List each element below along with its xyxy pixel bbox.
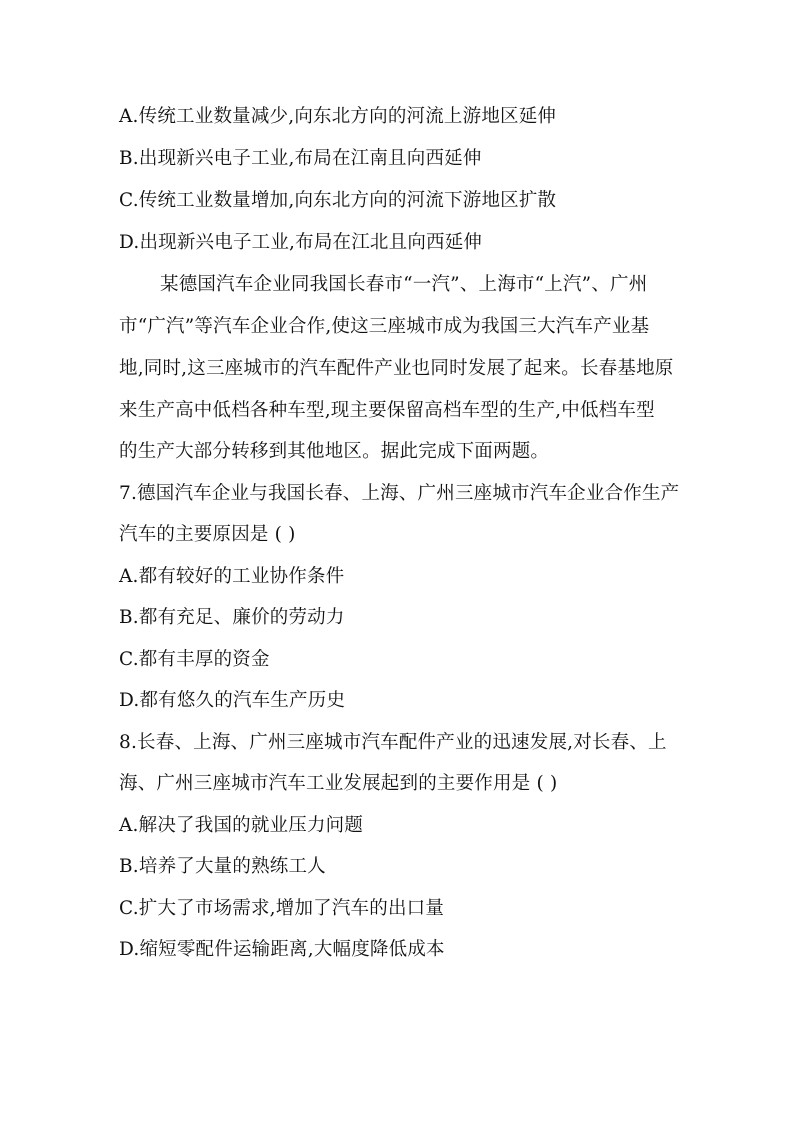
q6-option-b: B.出现新兴电子工业,布局在江南且向西延伸	[119, 148, 482, 169]
q6-option-a: A.传统工业数量减少,向东北方向的河流上游地区延伸	[119, 106, 557, 127]
passage-line-2: 市“广汽”等汽车企业合作,使这三座城市成为我国三大汽车产业基	[119, 316, 650, 337]
q7-option-c: C.都有丰厚的资金	[119, 649, 270, 670]
q7-option-d: D.都有悠久的汽车生产历史	[119, 690, 346, 711]
passage-line-1: 某德国汽车企业同我国长春市“一汽”、上海市“上汽”、广州	[160, 274, 648, 295]
q6-option-c: C.传统工业数量增加,向东北方向的河流下游地区扩散	[119, 190, 557, 211]
q7-stem-line-2: 汽车的主要原因是 ( )	[119, 524, 296, 545]
passage-line-5: 的生产大部分转移到其他地区。据此完成下面两题。	[119, 441, 550, 462]
q8-option-b: B.培养了大量的熟练工人	[119, 856, 326, 877]
q8-option-a: A.解决了我国的就业压力问题	[119, 815, 364, 836]
q8-option-d: D.缩短零配件运输距离,大幅度降低成本	[119, 939, 445, 960]
q8-stem-line-1: 8.长春、上海、广州三座城市汽车配件产业的迅速发展,对长春、上	[119, 732, 667, 753]
q8-option-c: C.扩大了市场需求,增加了汽车的出口量	[119, 898, 445, 919]
q7-stem-line-1: 7.德国汽车企业与我国长春、上海、广州三座城市汽车企业合作生产	[119, 483, 680, 504]
q7-option-b: B.都有充足、廉价的劳动力	[119, 607, 345, 628]
passage-line-4: 来生产高中低档各种车型,现主要保留高档车型的生产,中低档车型	[119, 400, 655, 421]
q6-option-d: D.出现新兴电子工业,布局在江北且向西延伸	[119, 232, 483, 253]
q8-stem-line-2: 海、广州三座城市汽车工业发展起到的主要作用是 ( )	[119, 773, 558, 794]
q7-option-a: A.都有较好的工业协作条件	[119, 566, 345, 587]
passage-line-3: 地,同时,这三座城市的汽车配件产业也同时发展了起来。长春基地原	[119, 358, 674, 379]
